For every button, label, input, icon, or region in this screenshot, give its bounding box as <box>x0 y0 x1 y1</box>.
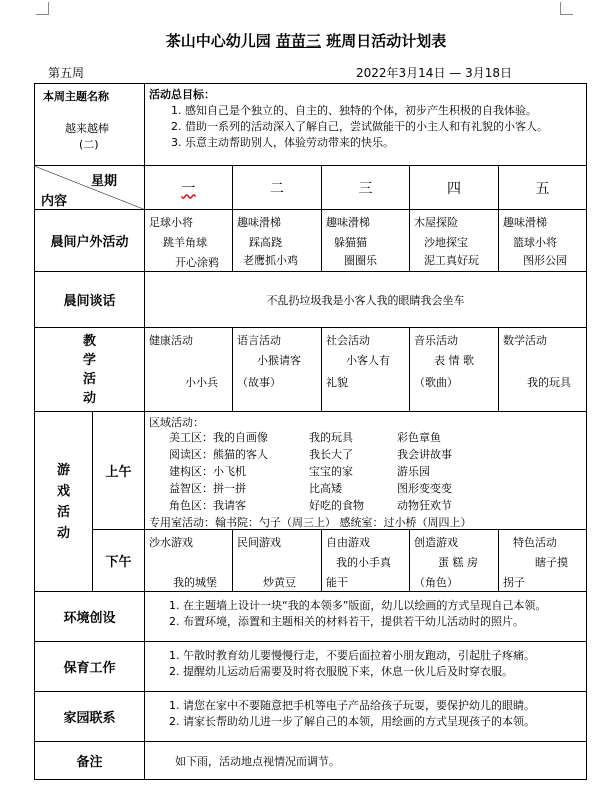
home-item: 1. 请您在家中不要随意把手机等电子产品给孩子玩耍，要保护幼儿的眼睛。 <box>169 699 535 712</box>
morning-label: 上午 <box>93 412 145 530</box>
theme-label: 本周主题名称 <box>43 90 109 103</box>
afternoon-cell: 特色活动 瞎子摸 拐子 <box>499 530 587 592</box>
weekday-thu: 四 <box>410 166 499 210</box>
goal-item: 2. 借助一系列的活动深入了解自己，尝试做能干的小主人和有礼貌的小客人。 <box>171 120 548 133</box>
plan-table <box>34 83 587 780</box>
date-range: 2022年3月14日 — 3月18日 <box>356 66 512 80</box>
area-label: 区域活动： <box>149 416 204 429</box>
area-activities: 区域活动： 美工区：我的自画像 我的玩具 彩色章鱼 阅读区：熊猫的客人 我长大了 我会讲故事 建构区：小飞机 宝宝的家 游乐园 益智区：拼一拼 比高矮 图形变变变 角色区：我请客 好吃的食物 动物狂欢节 专用室活动：翰书院：勺子（周三上） 感统室：过小桥（周四上） <box>145 412 587 530</box>
special-room: 专用室活动：翰书院：勺子（周三上） 感统室：过小桥（周四上） <box>149 516 472 529</box>
teaching-cell: 社会活动 小客人有 礼貌 <box>322 328 410 412</box>
outdoor-cell: 木屋探险 沙地探宝 泥工真好玩 <box>410 210 499 272</box>
goals-cell <box>145 84 587 166</box>
outdoor-cell: 趣味滑梯 踩高跷 老鹰抓小鸡 <box>233 210 322 272</box>
env-item: 1. 在主题墙上设计一块“我的本领多”版面，幼儿以绘画的方式呈现自己本领。 <box>169 599 547 612</box>
remark-label: 备注 <box>35 742 145 780</box>
area-row: 美工区：我的自画像 <box>169 431 268 444</box>
class-name: 苗苗三 <box>275 32 321 50</box>
weekday-wed: 三 <box>322 166 410 210</box>
game-label: 游 戏 活 动 <box>35 412 93 592</box>
goals-label: 活动总目标： <box>149 88 215 101</box>
area-row: 益智区：拼一拼 <box>169 482 246 495</box>
weekday-mon: 一 <box>145 166 233 210</box>
area-row: 建构区：小飞机 <box>169 465 246 478</box>
afternoon-cell: 沙水游戏 我的城堡 <box>145 530 233 592</box>
theme-cell <box>35 84 145 166</box>
care-content <box>145 642 587 692</box>
outdoor-cell: 足球小将 跳羊角球 开心涂鸦 <box>145 210 233 272</box>
page-corner-mark <box>36 2 49 15</box>
teaching-label: 教 学 活 动 <box>35 328 145 412</box>
env-item: 2. 布置环境，添置和主题相关的材料若干，提供若干幼儿活动时的照片。 <box>169 615 524 628</box>
talk-label: 晨间谈话 <box>35 272 145 328</box>
page-corner-mark <box>560 2 573 15</box>
teaching-cell: 数学活动 我的玩具 <box>499 328 587 412</box>
weekday-tue: 二 <box>233 166 322 210</box>
week-label: 第五周 <box>48 66 85 80</box>
page-title: 茶山中心幼儿园 苗苗三 班周日活动计划表 <box>165 32 447 50</box>
area-row: 角色区：我请客 <box>169 499 246 512</box>
theme-name: 越来越棒 <box>65 122 109 135</box>
care-item: 2. 提醒幼儿运动后需要及时将衣服脱下来，休息一伙儿后及时穿衣服。 <box>169 665 513 678</box>
theme-name-part: (二) <box>79 138 99 151</box>
goal-item: 3. 乐意主动帮助别人，体验劳动带来的快乐。 <box>171 136 394 149</box>
teaching-cell: 语言活动 小猴请客 （故事） <box>233 328 322 412</box>
corner-week-label: 星期 <box>91 174 118 189</box>
afternoon-cell: 创造游戏 蛋 糕 房 （角色） <box>410 530 499 592</box>
afternoon-label: 下午 <box>93 530 145 592</box>
care-label: 保育工作 <box>35 642 145 692</box>
home-label: 家园联系 <box>35 692 145 742</box>
afternoon-cell: 自由游戏 我的小手真 能干 <box>322 530 410 592</box>
home-item: 2. 请家长帮助幼儿进一步了解自己的本领，用绘画的方式呈现孩子的本领。 <box>169 715 535 728</box>
env-content <box>145 592 587 642</box>
teaching-cell: 健康活动 小小兵 <box>145 328 233 412</box>
weekday-corner <box>35 166 145 210</box>
outdoor-cell: 趣味滑梯 躲猫猫 圈圈乐 <box>322 210 410 272</box>
talk-content: 不乱扔垃圾我是小客人我的眼睛我会坐车 <box>145 272 587 328</box>
teaching-cell: 音乐活动 表 情 歌 （歌曲） <box>410 328 499 412</box>
outdoor-label: 晨间户外活动 <box>35 210 145 272</box>
outdoor-cell: 趣味滑梯 篮球小将 图形公园 <box>499 210 587 272</box>
care-item: 1. 午散时教育幼儿要慢慢行走，不要后面拉着小朋友跑动，引起肚子疼痛。 <box>169 649 535 662</box>
weekday-fri: 五 <box>499 166 587 210</box>
home-content <box>145 692 587 742</box>
goal-item: 1. 感知自己是个独立的、自主的、独特的个体，初步产生积极的自我体验。 <box>171 104 537 117</box>
env-label: 环境创设 <box>35 592 145 642</box>
corner-content-label: 内容 <box>41 194 68 209</box>
remark-content: 如下雨，活动地点视情况而调节。 <box>145 742 587 780</box>
afternoon-cell: 民间游戏 炒黄豆 <box>233 530 322 592</box>
area-row: 阅读区：熊猫的客人 <box>169 448 268 461</box>
